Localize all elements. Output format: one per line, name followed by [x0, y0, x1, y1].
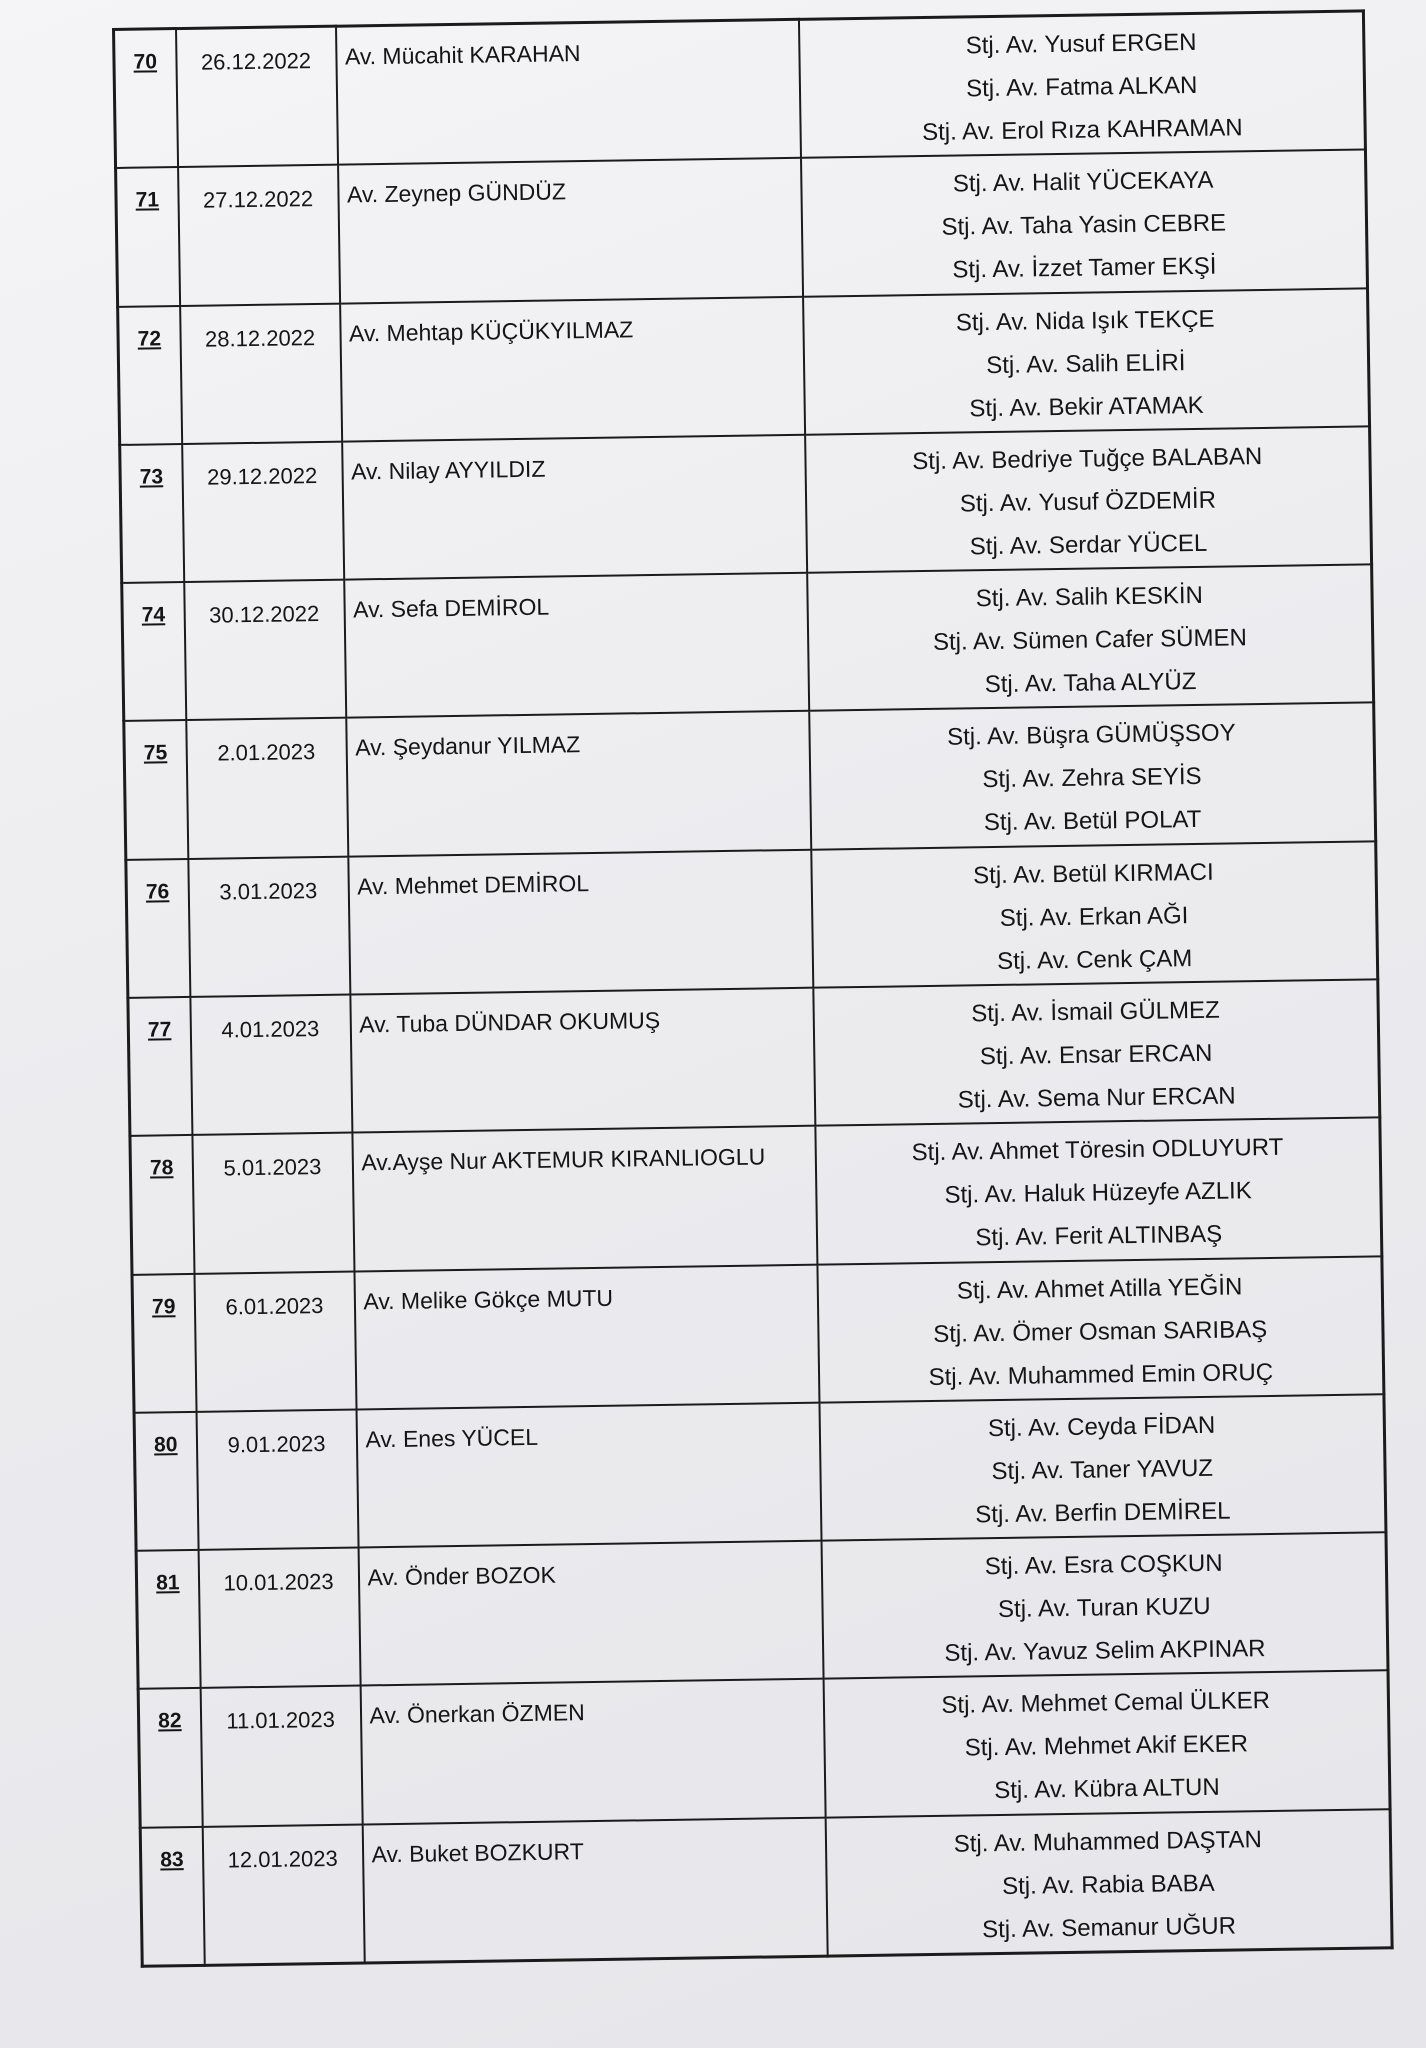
intern-list — [801, 150, 1368, 297]
intern-name: Stj. Av. İsmail GÜLMEZ — [971, 996, 1220, 1028]
intern-name: Stj. Av. Yavuz Selim AKPINAR — [944, 1635, 1266, 1667]
intern-name: Stj. Av. Ferit ALTINBAŞ — [975, 1220, 1223, 1252]
intern-name: Stj. Av. Nida Işık TEKÇE — [955, 305, 1215, 337]
table-row — [132, 1256, 1384, 1413]
row-date: 10.01.2023 — [198, 1548, 360, 1689]
intern-name: Stj. Av. Turan KUZU — [997, 1592, 1211, 1624]
intern-name: Stj. Av. İzzet Tamer EKŞİ — [952, 252, 1217, 284]
intern-name: Stj. Av. Ömer Osman SARIBAŞ — [933, 1315, 1268, 1348]
supervising-lawyer: Av. Mehmet DEMİROL — [348, 849, 813, 994]
row-number: 71 — [116, 167, 180, 306]
table-row — [138, 1671, 1390, 1828]
table-row — [126, 841, 1378, 998]
intern-name: Stj. Av. Ensar ERCAN — [979, 1039, 1213, 1071]
intern-name: Stj. Av. Yusuf ÖZDEMİR — [959, 486, 1217, 518]
intern-name: Stj. Av. Haluk Hüzeyfe AZLIK — [944, 1177, 1252, 1210]
intern-name: Stj. Av. Rabia BABA — [1001, 1869, 1215, 1900]
intern-name: Stj. Av. Bekir ATAMAK — [969, 391, 1204, 422]
row-number: 78 — [130, 1135, 194, 1274]
intern-name: Stj. Av. Halit YÜCEKAYA — [952, 166, 1214, 198]
supervising-lawyer: Av. Buket BOZKURT — [362, 1817, 827, 1963]
row-date: 4.01.2023 — [190, 995, 352, 1136]
intern-list — [807, 564, 1374, 711]
table-row — [130, 1118, 1382, 1275]
intern-name: Stj. Av. Muhammed DAŞTAN — [953, 1825, 1262, 1858]
intern-name: Stj. Av. Mehmet Akif EKER — [964, 1730, 1249, 1762]
table-row — [118, 288, 1370, 445]
intern-list — [798, 11, 1365, 158]
row-number: 79 — [132, 1273, 196, 1412]
row-number: 83 — [140, 1827, 204, 1967]
row-date: 26.12.2022 — [176, 26, 338, 167]
supervising-lawyer: Av. Zeynep GÜNDÜZ — [338, 158, 803, 303]
row-number: 82 — [138, 1688, 202, 1827]
row-date: 9.01.2023 — [196, 1409, 358, 1550]
intern-name: Stj. Av. Sümen Cafer SÜMEN — [932, 624, 1248, 657]
row-number: 70 — [114, 29, 178, 169]
intern-name: Stj. Av. Bedriye Tuğçe BALABAN — [912, 442, 1263, 476]
table-row — [114, 11, 1366, 168]
table-row — [124, 703, 1376, 860]
row-number: 76 — [126, 859, 190, 998]
intern-list — [819, 1394, 1386, 1541]
row-number: 81 — [136, 1550, 200, 1689]
intern-list — [813, 979, 1380, 1126]
intern-list — [823, 1671, 1390, 1818]
intern-list — [811, 841, 1378, 988]
supervising-lawyer: Av.Ayşe Nur AKTEMUR KIRANLIOGLU — [352, 1126, 817, 1271]
intern-name: Stj. Av. Cenk ÇAM — [996, 944, 1193, 975]
schedule-table-body — [114, 11, 1393, 1966]
intern-name: Stj. Av. Salih KESKİN — [975, 582, 1204, 613]
row-number: 80 — [134, 1412, 198, 1551]
intern-list — [805, 426, 1372, 573]
intern-name: Stj. Av. Kübra ALTUN — [994, 1774, 1220, 1805]
row-date: 6.01.2023 — [194, 1271, 356, 1412]
row-date: 5.01.2023 — [192, 1133, 354, 1274]
row-date: 30.12.2022 — [184, 580, 346, 721]
intern-name: Stj. Av. Taha ALYÜZ — [984, 668, 1197, 699]
row-date: 2.01.2023 — [186, 718, 348, 859]
intern-list — [815, 1118, 1382, 1265]
supervising-lawyer: Av. Mehtap KÜÇÜKYILMAZ — [340, 296, 805, 441]
table-row — [140, 1809, 1392, 1966]
supervising-lawyer: Av. Tuba DÜNDAR OKUMUŞ — [350, 988, 815, 1133]
intern-list — [817, 1256, 1384, 1403]
supervising-lawyer: Av. Şeydanur YILMAZ — [346, 711, 811, 856]
row-date: 28.12.2022 — [180, 303, 342, 444]
intern-list — [803, 288, 1370, 435]
intern-list — [821, 1532, 1388, 1679]
intern-name: Stj. Av. Sema Nur ERCAN — [957, 1082, 1236, 1114]
intern-name: Stj. Av. Betül POLAT — [983, 806, 1202, 837]
table-row — [136, 1532, 1388, 1689]
supervising-lawyer: Av. Melike Gökçe MUTU — [354, 1264, 819, 1409]
table-row — [122, 564, 1374, 721]
row-number: 72 — [118, 306, 182, 445]
table-row — [120, 426, 1372, 583]
row-number: 75 — [124, 720, 188, 859]
intern-list — [809, 703, 1376, 850]
intern-name: Stj. Av. Zehra SEYİS — [982, 763, 1202, 794]
table-row — [134, 1394, 1386, 1551]
supervising-lawyer: Av. Önerkan ÖZMEN — [360, 1679, 825, 1824]
schedule-sheet — [112, 9, 1391, 1967]
intern-name: Stj. Av. Yusuf ERGEN — [965, 28, 1197, 60]
intern-list — [825, 1809, 1392, 1956]
intern-name: Stj. Av. Ceyda FİDAN — [987, 1411, 1216, 1442]
intern-name: Stj. Av. Taha Yasin CEBRE — [941, 209, 1227, 241]
intern-name: Stj. Av. Berfin DEMİREL — [975, 1497, 1231, 1529]
intern-name: Stj. Av. Ahmet Atilla YEĞİN — [956, 1272, 1243, 1305]
intern-name: Stj. Av. Semanur UĞUR — [981, 1912, 1237, 1943]
row-number: 73 — [120, 444, 184, 583]
supervising-lawyer: Av. Nilay AYYILDIZ — [342, 435, 807, 580]
row-date: 27.12.2022 — [178, 165, 340, 306]
intern-name: Stj. Av. Salih ELİRİ — [986, 348, 1186, 379]
intern-name: Stj. Av. Mehmet Cemal ÜLKER — [941, 1687, 1271, 1720]
table-row — [116, 150, 1368, 307]
intern-name: Stj. Av. Büşra GÜMÜŞSOY — [946, 719, 1236, 752]
row-date: 29.12.2022 — [182, 441, 344, 582]
intern-name: Stj. Av. Esra COŞKUN — [984, 1549, 1223, 1581]
schedule-table — [112, 9, 1394, 1967]
intern-name: Stj. Av. Serdar YÜCEL — [969, 529, 1208, 561]
row-date: 3.01.2023 — [188, 856, 350, 997]
intern-name: Stj. Av. Fatma ALKAN — [965, 71, 1198, 103]
row-number: 74 — [122, 582, 186, 721]
intern-name: Stj. Av. Taner YAVUZ — [991, 1454, 1214, 1485]
intern-name: Stj. Av. Muhammed Emin ORUÇ — [928, 1358, 1274, 1391]
intern-name: Stj. Av. Ahmet Töresin ODLUYURT — [911, 1133, 1284, 1167]
supervising-lawyer: Av. Önder BOZOK — [358, 1541, 823, 1686]
supervising-lawyer: Av. Enes YÜCEL — [356, 1402, 821, 1547]
intern-name: Stj. Av. Erol Rıza KAHRAMAN — [921, 114, 1243, 146]
row-number: 77 — [128, 997, 192, 1136]
intern-name: Stj. Av. Betül KIRMACI — [972, 858, 1214, 890]
row-date: 11.01.2023 — [200, 1686, 362, 1827]
table-row — [128, 979, 1380, 1136]
supervising-lawyer: Av. Mücahit KARAHAN — [335, 19, 800, 165]
intern-name: Stj. Av. Erkan AĞI — [999, 901, 1189, 932]
supervising-lawyer: Av. Sefa DEMİROL — [344, 573, 809, 718]
row-date: 12.01.2023 — [202, 1824, 364, 1965]
